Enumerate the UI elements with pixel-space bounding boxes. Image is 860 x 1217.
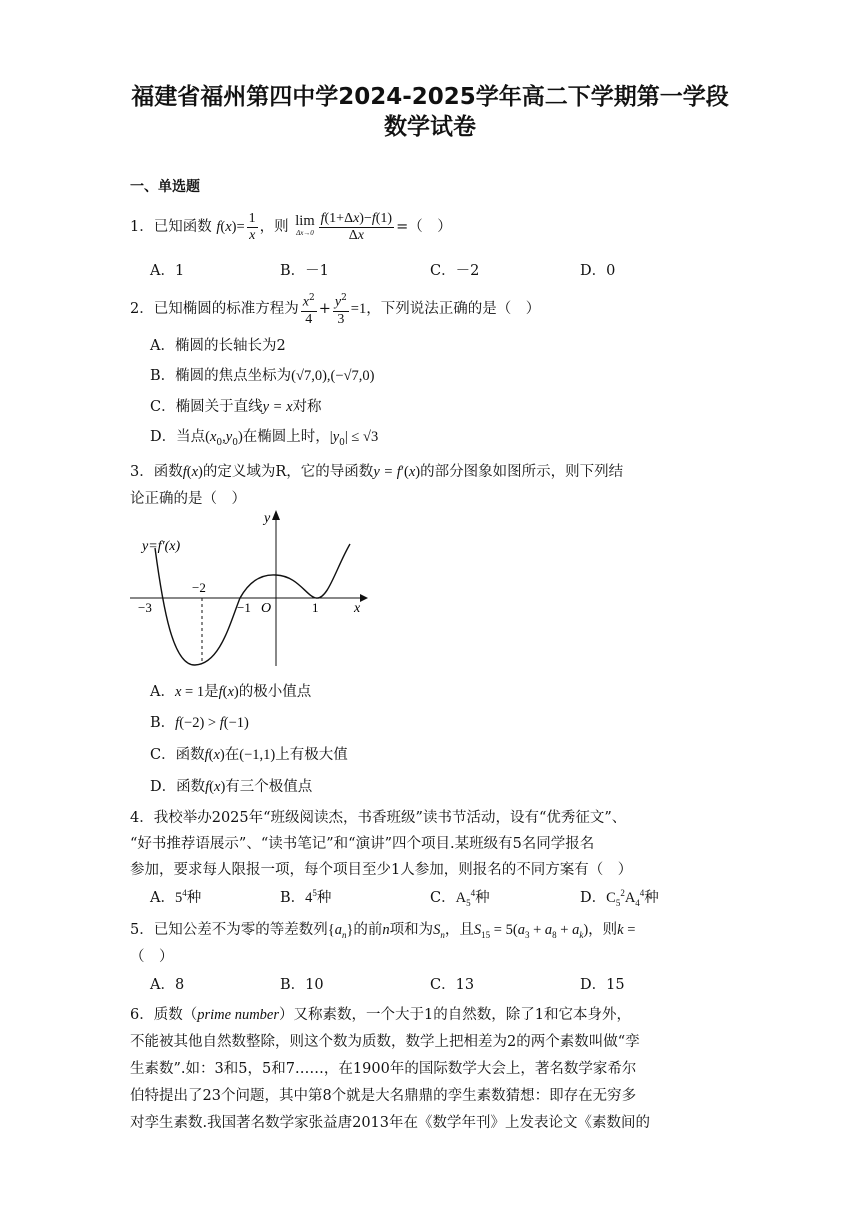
- q2-option-a: A．椭圆的长轴长为2: [150, 338, 286, 354]
- q4-option-c: C．$A_5^4$种: [430, 888, 490, 908]
- question-2-stem: 2．已知椭圆的标准方程为 $\frac{x^2}{4}$ + $\frac{y^2}{3}$ =1，下列说法正确的是（ ）: [130, 290, 540, 328]
- tick-minus-3: −3: [138, 600, 152, 615]
- q1-option-b: B．－1: [280, 263, 329, 279]
- exam-title-line1: 福建省福州第四中学2024-2025学年高二下学期第一学段: [131, 84, 729, 110]
- question-3-line2: 论正确的是（ ）: [130, 491, 246, 507]
- question-3-line1: 3．函数f(x)的定义域为R，它的导函数y = f′(x)的部分图象如图所示，则下列结: [130, 464, 624, 480]
- tick-minus-2: −2: [192, 580, 206, 595]
- q3-option-a: A．x = 1是f(x)的极小值点: [150, 684, 312, 700]
- q4-option-a: A．$5^4$种: [150, 888, 202, 906]
- tick-1: 1: [312, 600, 319, 615]
- question-5-stem: 5．已知公差不为零的等差数列$\{a_n\}$的前n项和为$S_n$，且$S_{15} = 5(a_3 + a_8 + a_k)$，则k =: [130, 922, 636, 940]
- y-axis-label: y: [264, 511, 271, 526]
- q4-option-d: D．$C_5^2A_4^4$种: [580, 888, 659, 908]
- q3-option-c: C．函数f(x)在(−1,1)上有极大值: [150, 747, 348, 763]
- q1-option-c: C．－2: [430, 263, 480, 279]
- q1-option-a: A．1: [150, 263, 185, 279]
- question-5-line2: （ ）: [130, 949, 174, 965]
- question-4-line1: 4．我校举办2025年“班级阅读杰，书香班级”读书节活动，设有“优秀征文”、: [130, 810, 627, 826]
- question-6-line2: 不能被其他自然数整除，则这个数为质数，数学上把相差为2的两个素数叫做“孪: [130, 1034, 640, 1050]
- section-heading: 一、单选题: [130, 179, 200, 195]
- q5-option-d: D．15: [580, 977, 625, 993]
- q3-option-b: B．f(−2) > f(−1): [150, 715, 249, 731]
- question-4-line2: “好书推荐语展示”、“读书笔记”和“演讲”四个项目.某班级有5名同学报名: [130, 836, 595, 852]
- q2-option-d: D．当点$(x_0,y_0)$在椭圆上时，$|y_0| \le √3$: [150, 429, 379, 448]
- q3-option-d: D．函数f(x)有三个极值点: [150, 779, 313, 795]
- q2-option-b: B．椭圆的焦点坐标为(√7,0),(−√7,0): [150, 368, 375, 384]
- graph-label: y=f′(x): [142, 539, 181, 554]
- q4-option-b: B．$4^5$种: [280, 888, 332, 906]
- q5-option-c: C．13: [430, 977, 475, 993]
- derivative-curve: [155, 544, 350, 665]
- q2-option-c: C．椭圆关于直线y = x对称: [150, 399, 322, 415]
- q5-option-a: A．8: [150, 977, 185, 993]
- x-axis-arrow: [360, 594, 368, 602]
- origin-label: O: [261, 601, 272, 616]
- question-6-line3: 生素数”.如：3和5，5和7……，在1900年的国际数学大会上，著名数学家希尔: [130, 1061, 637, 1077]
- question-6-line5: 对孪生素数.我国著名数学家张益唐2013年在《数学年刊》上发表论文《素数间的: [130, 1115, 651, 1131]
- y-axis-arrow: [272, 510, 280, 520]
- question-4-line3: 参加，要求每人限报一项，每个项目至少1人参加，则报名的不同方案有（ ）: [130, 862, 633, 878]
- question-1-stem: 1．已知函数 f(x)= $\frac{1}{x}$ ，则 lim Δx→0 $\frac{f(1+\Delta x)-f(1)}{\Delta x}$ =（ ）: [130, 210, 452, 243]
- exam-title-line2: 数学试卷: [384, 114, 476, 140]
- q5-option-b: B．10: [280, 977, 324, 993]
- tick-minus-1: −1: [237, 600, 251, 615]
- derivative-graph: [128, 508, 368, 668]
- q1-option-d: D．0: [580, 263, 616, 279]
- question-6-line1: 6．质数（prime number）又称素数，一个大于1的自然数，除了1和它本身外，: [130, 1007, 631, 1023]
- question-6-line4: 伯特提出了23个问题，其中第8个就是大名鼎鼎的孪生素数猜想：即存在无穷多: [130, 1088, 637, 1104]
- x-axis-label: x: [354, 601, 361, 616]
